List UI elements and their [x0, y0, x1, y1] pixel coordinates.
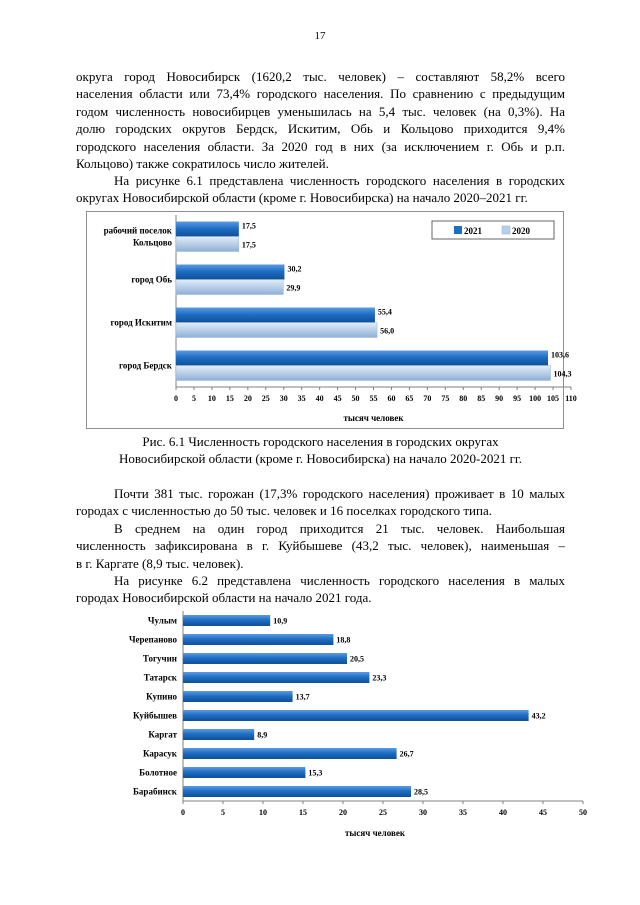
- chart-6-1-bar-2021: [176, 222, 239, 237]
- figure-6-1-caption: [76, 433, 565, 468]
- chart-6-1-bar-2021: [176, 265, 284, 280]
- chart-6-1-category-label: Кольцово: [132, 237, 172, 248]
- paragraph-4-line: численность зафиксирована в г. Куйбышеве (43,2 тыс. человек), наименьшая –: [76, 538, 565, 554]
- chart-6-2-category-label: Чулым: [147, 615, 177, 626]
- chart-6-1-x-tick-label: 60: [387, 394, 396, 403]
- chart-6-1-legend-label-2020: 2020: [512, 226, 530, 236]
- chart-6-2-bar: [183, 729, 254, 740]
- chart-6-2-value-label: 28,5: [414, 787, 428, 797]
- paragraph-5-line: городах Новосибирской области на начало 2021 года.: [76, 590, 372, 606]
- chart-6-1-x-tick-label: 35: [297, 394, 306, 403]
- chart-6-1-bar-2020: [176, 366, 551, 381]
- chart-6-1-legend-swatch-2021: [454, 226, 462, 234]
- chart-6-2-x-tick-label: 50: [579, 808, 587, 817]
- chart-6-1-value-label: 29,9: [286, 283, 301, 293]
- chart-6-2-value-label: 18,8: [336, 635, 351, 645]
- chart-6-2-category-label: Барабинск: [132, 786, 177, 797]
- chart-6-1-x-tick-label: 15: [225, 394, 234, 403]
- chart-6-1-category-label: город Бердск: [119, 360, 172, 371]
- chart-6-2-x-tick-label: 10: [259, 808, 267, 817]
- chart-6-1-value-label: 104,3: [553, 369, 572, 379]
- chart-6-1-value-label: 103,6: [551, 350, 570, 360]
- chart-6-1-x-tick-label: 105: [547, 394, 560, 403]
- chart-6-1: [86, 211, 577, 434]
- paragraph-5-line: На рисунке 6.2 представлена численность городского населения в малых: [114, 573, 565, 588]
- chart-6-1-value-label: 56,0: [380, 326, 395, 336]
- paragraph-2-line: На рисунке 6.1 представлена численность городского населения в городских: [114, 173, 565, 188]
- chart-6-1-value-label: 30,2: [287, 264, 302, 274]
- paragraph-1-line: долю городских округов Бердск, Искитим, Обь и Кольцово приходится 9,4%: [76, 121, 565, 137]
- paragraph-4: [76, 520, 565, 572]
- chart-6-1-x-tick-label: 70: [423, 394, 432, 403]
- chart-6-2-x-tick-label: 20: [339, 808, 347, 817]
- chart-6-1-bar-2020: [176, 237, 239, 252]
- chart-6-1-category-label: город Искитим: [110, 317, 172, 328]
- chart-6-1-bar-2020: [176, 280, 283, 295]
- paragraph-1-line: Кольцово) также сократилось число жителей.: [76, 156, 329, 172]
- chart-6-1-x-tick-label: 40: [315, 394, 324, 403]
- chart-6-2-value-label: 8,9: [257, 730, 268, 740]
- paragraph-4-line: в г. Каргате (8,9 тыс. человек).: [76, 555, 244, 571]
- chart-6-1-value-label: 17,5: [241, 221, 256, 231]
- paragraph-4-line: В среднем на один город приходится 21 тыс. человек. Наибольшая: [114, 521, 565, 536]
- chart-6-1-x-tick-label: 90: [495, 394, 504, 403]
- chart-6-2-value-label: 10,9: [273, 616, 288, 626]
- chart-6-2-svg: [96, 608, 596, 838]
- chart-6-2-category-label: Куйбышев: [133, 710, 177, 721]
- chart-6-1-value-label: 17,5: [241, 240, 256, 250]
- chart-6-2-category-label: Болотное: [139, 767, 177, 778]
- chart-6-1-bar-2020: [176, 323, 377, 338]
- chart-6-1-x-tick-label: 65: [405, 394, 414, 403]
- chart-6-1-x-tick-label: 30: [279, 394, 288, 403]
- chart-6-1-category-label: рабочий поселок: [103, 225, 172, 236]
- chart-6-2-category-label: Купино: [146, 691, 177, 702]
- chart-6-2-value-label: 15,3: [308, 768, 323, 778]
- chart-6-1-x-tick-label: 100: [529, 394, 542, 403]
- paragraph-5: [76, 572, 565, 607]
- chart-6-2-category-label: Черепаново: [128, 634, 177, 645]
- chart-6-1-x-tick-label: 85: [477, 394, 486, 403]
- chart-6-2-bar: [183, 767, 305, 778]
- chart-6-2-category-label: Карасук: [143, 748, 177, 759]
- chart-6-2-category-label: Тогучин: [142, 653, 177, 664]
- chart-6-1-legend-box: [432, 221, 554, 239]
- chart-6-1-x-tick-label: 20: [243, 394, 252, 403]
- chart-6-1-x-tick-label: 110: [565, 394, 577, 403]
- chart-6-2-bar: [183, 634, 333, 645]
- chart-6-2-x-tick-label: 40: [499, 808, 507, 817]
- chart-6-1-bar-2021: [176, 351, 548, 366]
- chart-6-1-bar-2021: [176, 308, 375, 323]
- chart-6-1-category-label: город Обь: [131, 274, 172, 285]
- paragraph-1-line: населения области или 73,4% городского населения. По сравнению с предыдущим: [76, 86, 565, 102]
- chart-6-2-bar: [183, 710, 529, 721]
- chart-6-2-category-label: Каргат: [148, 729, 177, 740]
- chart-6-1-x-tick-label: 95: [513, 394, 522, 403]
- page-number: 17: [314, 30, 326, 42]
- paragraph-1-line: округа город Новосибирск (1620,2 тыс. человек) – составляют 58,2% всего: [76, 69, 565, 84]
- chart-6-2-bar: [183, 653, 347, 664]
- chart-6-2-bar: [183, 672, 369, 683]
- paragraph-3: [76, 485, 565, 520]
- paragraph-3-line: Почти 381 тыс. горожан (17,3% городского населения) проживает в 10 малых: [114, 486, 565, 501]
- chart-6-1-x-tick-label: 25: [261, 394, 270, 403]
- chart-6-1-x-axis-title: тысяч человек: [343, 413, 404, 423]
- chart-6-2-x-axis-title: тысяч человек: [344, 828, 406, 838]
- chart-6-2-value-label: 20,5: [350, 654, 364, 664]
- chart-6-2-x-tick-label: 0: [181, 808, 185, 817]
- chart-6-1-x-tick-label: 5: [191, 394, 196, 403]
- chart-6-1-svg: [86, 211, 577, 429]
- chart-6-1-x-tick-label: 50: [351, 394, 360, 403]
- paragraph-1: [76, 68, 565, 172]
- chart-6-2-x-tick-label: 25: [379, 808, 387, 817]
- chart-6-1-value-label: 55,4: [377, 307, 392, 317]
- chart-6-2-value-label: 26,7: [399, 749, 414, 759]
- chart-6-2-bar: [183, 786, 411, 797]
- chart-6-1-legend-label-2021: 2021: [464, 226, 482, 236]
- caption-line: Рис. 6.1 Численность городского населения в городских округах: [142, 434, 499, 449]
- paragraph-2-line: округах Новосибирской области (кроме г. Новосибирска) на начало 2020–2021 гг.: [76, 190, 528, 206]
- paragraph-1-line: городского населения области. За 2020 год в них (за исключением г. Обь и р.п.: [76, 138, 565, 154]
- chart-6-2-x-tick-label: 30: [419, 808, 427, 817]
- chart-6-2-x-tick-label: 35: [459, 808, 467, 817]
- chart-6-2-bar: [183, 691, 293, 702]
- chart-6-2-x-tick-label: 45: [539, 808, 547, 817]
- chart-6-1-x-tick-label: 80: [459, 394, 468, 403]
- chart-6-2-bar: [183, 748, 397, 759]
- chart-6-2-value-label: 13,7: [295, 692, 310, 702]
- chart-6-2-x-tick-label: 15: [299, 808, 307, 817]
- paragraph-3-line: городах с численностью до 50 тыс. человек и 16 поселках городского типа.: [76, 503, 492, 519]
- chart-6-2-value-label: 43,2: [531, 711, 546, 721]
- caption-line: Новосибирской области (кроме г. Новосибирска) на начало 2020-2021 гг.: [118, 451, 523, 467]
- chart-6-1-x-tick-label: 55: [369, 394, 378, 403]
- chart-6-2-x-tick-label: 5: [221, 808, 225, 817]
- chart-6-1-x-tick-label: 10: [207, 394, 216, 403]
- paragraph-2: [76, 172, 565, 207]
- chart-6-1-x-tick-label: 0: [174, 394, 178, 403]
- chart-6-1-x-tick-label: 45: [333, 394, 342, 403]
- chart-6-2-category-label: Татарск: [143, 672, 177, 683]
- chart-6-2-bar: [183, 615, 270, 626]
- chart-6-1-legend-swatch-2020: [502, 226, 510, 234]
- paragraph-1-line: годом численность новосибирцев уменьшилась на 5,4 тыс. человек (на 0,3%). На: [76, 103, 565, 119]
- chart-6-2-value-label: 23,3: [372, 673, 387, 683]
- chart-6-2: [96, 608, 596, 843]
- chart-6-1-x-tick-label: 75: [441, 394, 450, 403]
